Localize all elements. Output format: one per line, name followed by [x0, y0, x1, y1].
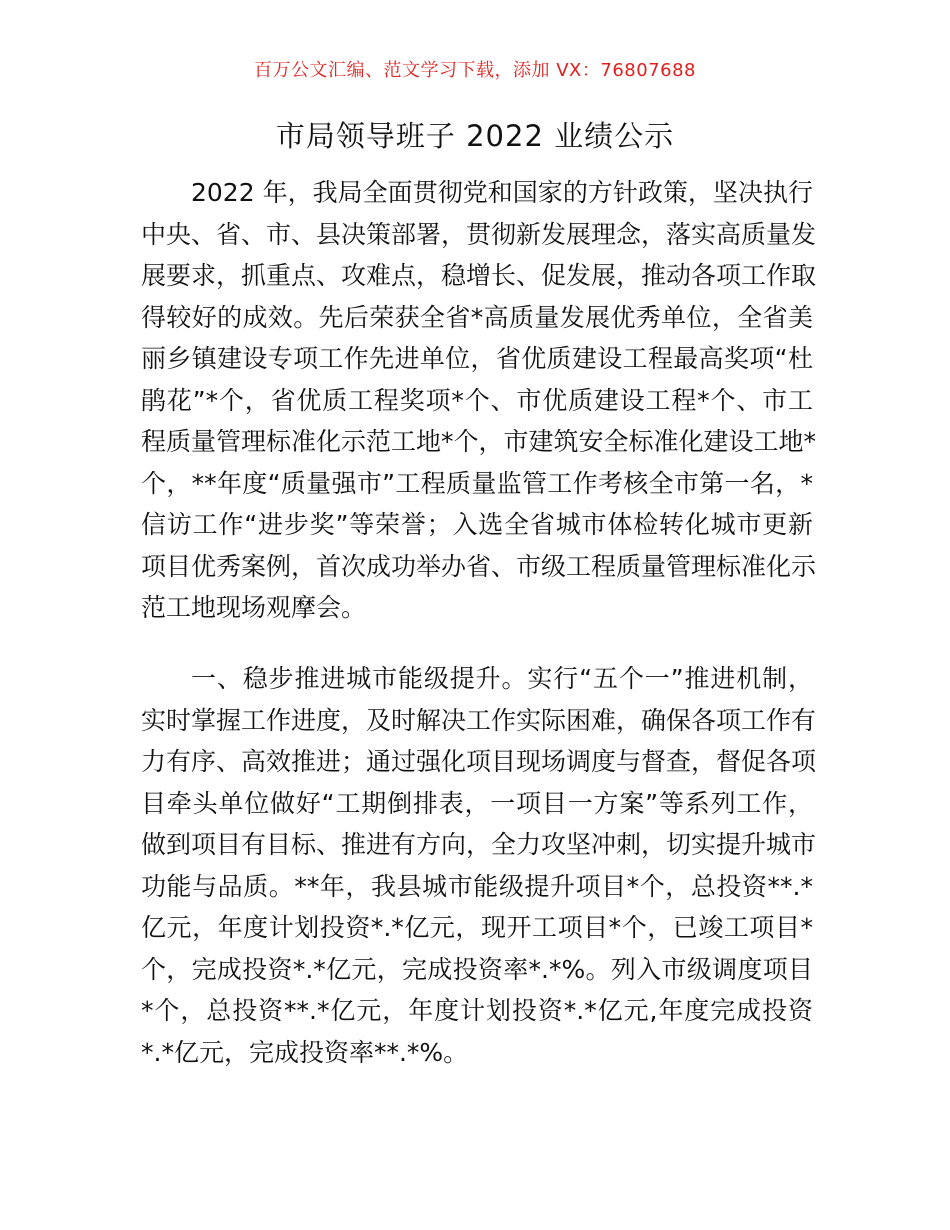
- paragraph-line: 中央、省、市、县决策部署，贯彻新发展理念，落实高质量发: [141, 219, 817, 249]
- paragraph-line: 亿元，年度计划投资*.*亿元，现开工项目*个，已竣工项目*: [141, 913, 813, 942]
- paragraph-line: 项目优秀案例，首次成功举办省、市级工程质量管理标准化示: [141, 551, 817, 581]
- paragraph-line: 范工地现场观摩会。: [141, 593, 367, 622]
- paragraph-line: 力有序、高效推进；通过强化项目现场调度与督查，督促各项: [141, 747, 817, 776]
- paragraph-line: 信访工作“进步奖”等荣誉；入选全省城市体检转化城市更新: [141, 510, 813, 539]
- paragraph-line: *个，总投资**.*亿元，年度计划投资*.*亿元,年度完成投资: [141, 996, 813, 1025]
- paragraph-line: 目牵头单位做好“工期倒排表，一项目一方案”等系列工作，: [141, 788, 813, 818]
- paragraph-line: 程质量管理标准化示范工地*个，市建筑安全标准化建设工地*: [141, 427, 817, 456]
- paragraph-line: 丽乡镇建设专项工作先进单位，省优质建设工程最高奖项“杜: [141, 344, 813, 373]
- paragraph-line: *.*亿元，完成投资率**.*%。: [141, 1037, 469, 1067]
- header-watermark: 百万公文汇编、范文学习下载，添加 VX：76807688: [254, 60, 696, 81]
- paragraph-line: 功能与品质。**年，我县城市能级提升项目*个，总投资**.*: [141, 871, 813, 901]
- paragraph-section-one: [141, 658, 817, 1073]
- paragraph-line: 展要求，抓重点、攻难点，稳增长、促发展，推动各项工作取: [141, 261, 817, 290]
- document-title: 市局领导班子 2022 业绩公示: [275, 119, 675, 153]
- paragraph-line: 个，完成投资*.*亿元，完成投资率*.*%。列入市级调度项目: [141, 954, 813, 984]
- paragraph-line: 个，**年度“质量强市”工程质量监管工作考核全市第一名，*: [141, 468, 813, 498]
- paragraph-line: 2022 年，我局全面贯彻党和国家的方针政策，坚决执行: [191, 178, 813, 207]
- paragraph-line: 得较好的成效。先后荣获全省*高质量发展优秀单位，全省美: [141, 302, 813, 332]
- paragraph-line: 实时掌握工作进度，及时解决工作实际困难，确保各项工作有: [141, 705, 817, 735]
- paragraph-intro: [141, 172, 817, 629]
- paragraph-line: 鹃花”*个，省优质工程奖项*个、市优质建设工程*个、市工: [141, 385, 813, 415]
- paragraph-line: 做到项目有目标、推进有方向，全力攻坚冲刺，切实提升城市: [141, 830, 817, 859]
- paragraph-line: 一、稳步推进城市能级提升。实行“五个一”推进机制，: [191, 664, 813, 693]
